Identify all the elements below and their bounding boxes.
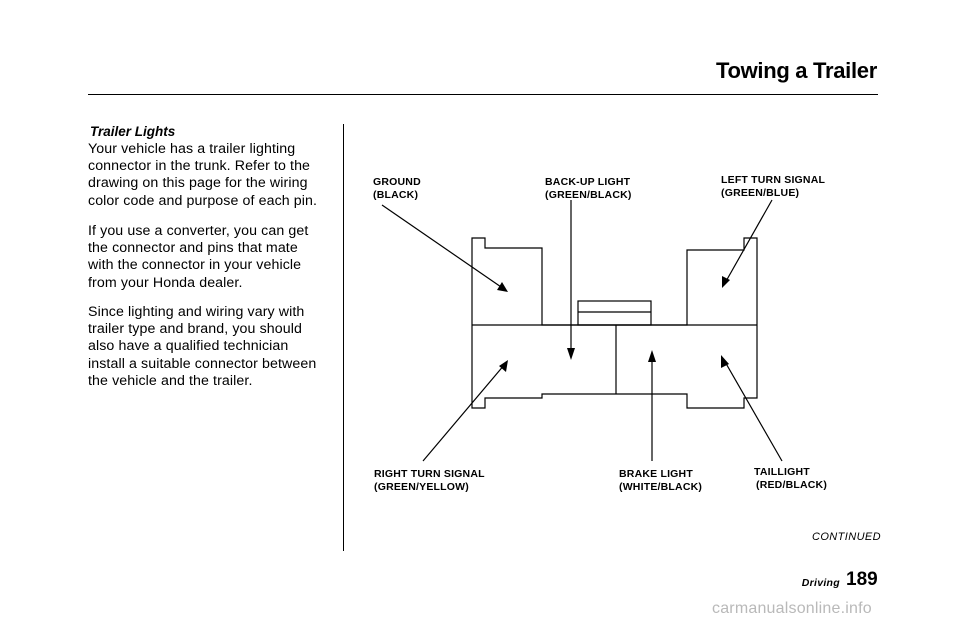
text-line: drawing on this page for the wiring [88,175,308,192]
watermark: carmanualsonline.info [712,600,872,617]
text-line: with the connector in your vehicle [88,257,302,274]
text-line: connector in the trunk. Refer to the [88,158,311,175]
leader-ground [382,205,504,289]
text-line: color code and purpose of each pin. [88,192,318,209]
label-line: BRAKE LIGHT [619,468,693,480]
leader-left-turn [725,200,772,283]
label-backup-light [545,176,632,201]
arrowhead [497,282,508,292]
arrowhead [567,348,575,360]
text-line: also have a qualified technician [88,338,289,355]
label-line: TAILLIGHT [754,466,810,478]
leader-right-turn [423,364,505,461]
label-line: (GREEN/BLACK) [545,188,632,201]
label-brake-light [619,468,702,493]
label-right-turn-signal [374,468,485,493]
page-number: 189 [846,569,878,590]
arrowhead [648,350,656,362]
arrowhead [722,276,730,288]
text-line: from your Honda dealer. [88,274,243,291]
section-heading: Trailer Lights [90,124,176,139]
text-line: If you use a converter, you can get [88,223,309,239]
label-line: GROUND [373,176,421,188]
footer-section-name: Driving [801,577,840,589]
text-line: the connector and pins that mate [88,240,298,257]
connector-key [578,301,651,325]
leader-taillight [724,360,782,461]
label-ground [373,176,421,201]
label-line: BACK-UP LIGHT [545,176,631,188]
text-line: Your vehicle has a trailer lighting [88,141,296,157]
text-line: the vehicle and the trailer. [88,372,253,389]
label-line: RIGHT TURN SIGNAL [374,468,485,480]
connector-outline [472,238,757,408]
label-line: (WHITE/BLACK) [619,480,703,493]
label-line: (RED/BLACK) [756,478,828,491]
label-left-turn-signal [721,174,825,199]
text-line: trailer type and brand, you should [88,321,302,338]
text-line: Since lighting and wiring vary with [88,304,305,320]
label-taillight [754,466,827,491]
page-title: Towing a Trailer [715,58,877,83]
continued-note: CONTINUED [812,531,881,543]
label-line: (BLACK) [373,188,419,201]
label-line: LEFT TURN SIGNAL [721,174,826,186]
text-line: install a suitable connector between [88,355,317,372]
label-line: (GREEN/BLUE) [721,186,800,199]
label-line: (GREEN/YELLOW) [374,480,469,493]
